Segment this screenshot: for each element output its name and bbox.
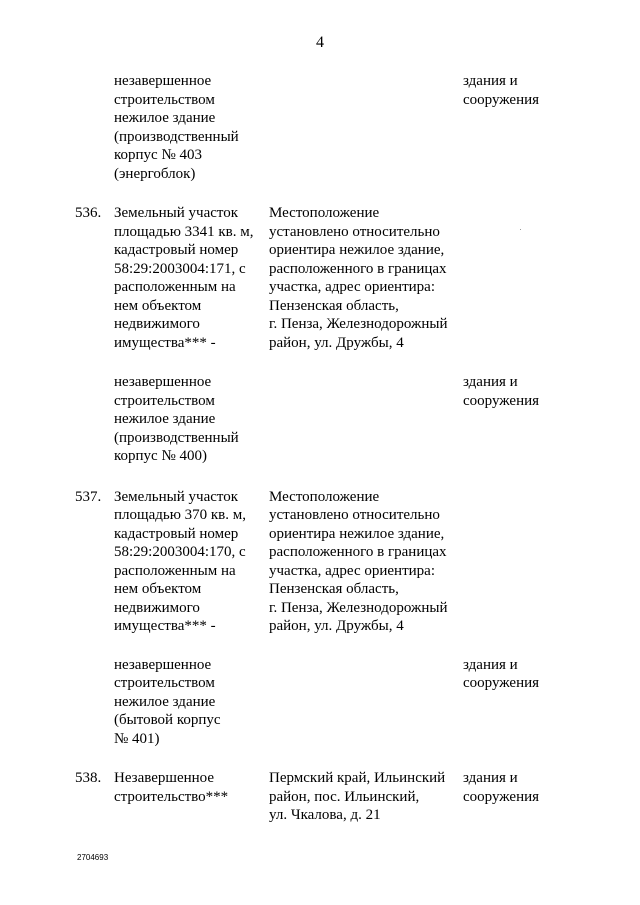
list-item (0, 769, 640, 825)
item-category: здания и сооружения (463, 73, 540, 108)
item-name: незавершенное строительством нежилое здание (производственный корпус № 403 (энергоблок) (114, 73, 239, 182)
list-item (0, 488, 640, 636)
list-item (0, 373, 640, 466)
item-location (269, 373, 463, 466)
item-number (0, 656, 114, 749)
item-name: Земельный участок площадью 370 кв. м, кадастровый номер 58:29:2003004:170, с расположенным на нем объектом недвижимого имущества*** - (114, 488, 247, 634)
item-location: Пермский край, Ильинский район, пос. Ильинский, ул. Чкалова, д. 21 (269, 770, 446, 823)
item-name: незавершенное строительством нежилое здание (производственный корпус № 400) (114, 374, 239, 464)
item-category (463, 204, 613, 352)
item-number: 536. (75, 205, 102, 221)
item-location (269, 656, 463, 749)
item-location: Местоположение установлено относительно ориентира нежилое здание, расположенного в границах участка, адрес ориентира: Пензенская область, г. Пенза, Железнодорожный район, ул. Дружбы, 4 (269, 488, 448, 634)
list-item (0, 204, 640, 352)
item-number (0, 72, 114, 183)
item-number: 538. (75, 770, 102, 786)
item-number (0, 373, 114, 466)
document-code: 2704693 (77, 853, 109, 862)
item-number: 537. (75, 488, 102, 505)
list-item (0, 656, 640, 749)
item-location (269, 72, 463, 183)
item-category: здания и сооружения (463, 770, 540, 805)
property-list (0, 72, 640, 825)
item-category: здания и сооружения (463, 656, 540, 691)
scan-speck (520, 229, 521, 230)
item-location: Местоположение установлено относительно ориентира нежилое здание, расположенного в границах участка, адрес ориентира: Пензенская область, г. Пенза, Железнодорожный район, ул. Дружбы, 4 (269, 205, 448, 351)
item-name: Незавершенное строительство*** (114, 770, 229, 805)
item-name: незавершенное строительством нежилое здание (бытовой корпус № 401) (114, 656, 221, 747)
item-category: здания и сооружения (463, 374, 540, 409)
list-item (0, 72, 640, 183)
page-number: 4 (316, 34, 324, 51)
item-name: Земельный участок площадью 3341 кв. м, кадастровый номер 58:29:2003004:171, с расположенным на нем объектом недвижимого имущества*** - (114, 205, 254, 351)
item-category (463, 488, 613, 636)
